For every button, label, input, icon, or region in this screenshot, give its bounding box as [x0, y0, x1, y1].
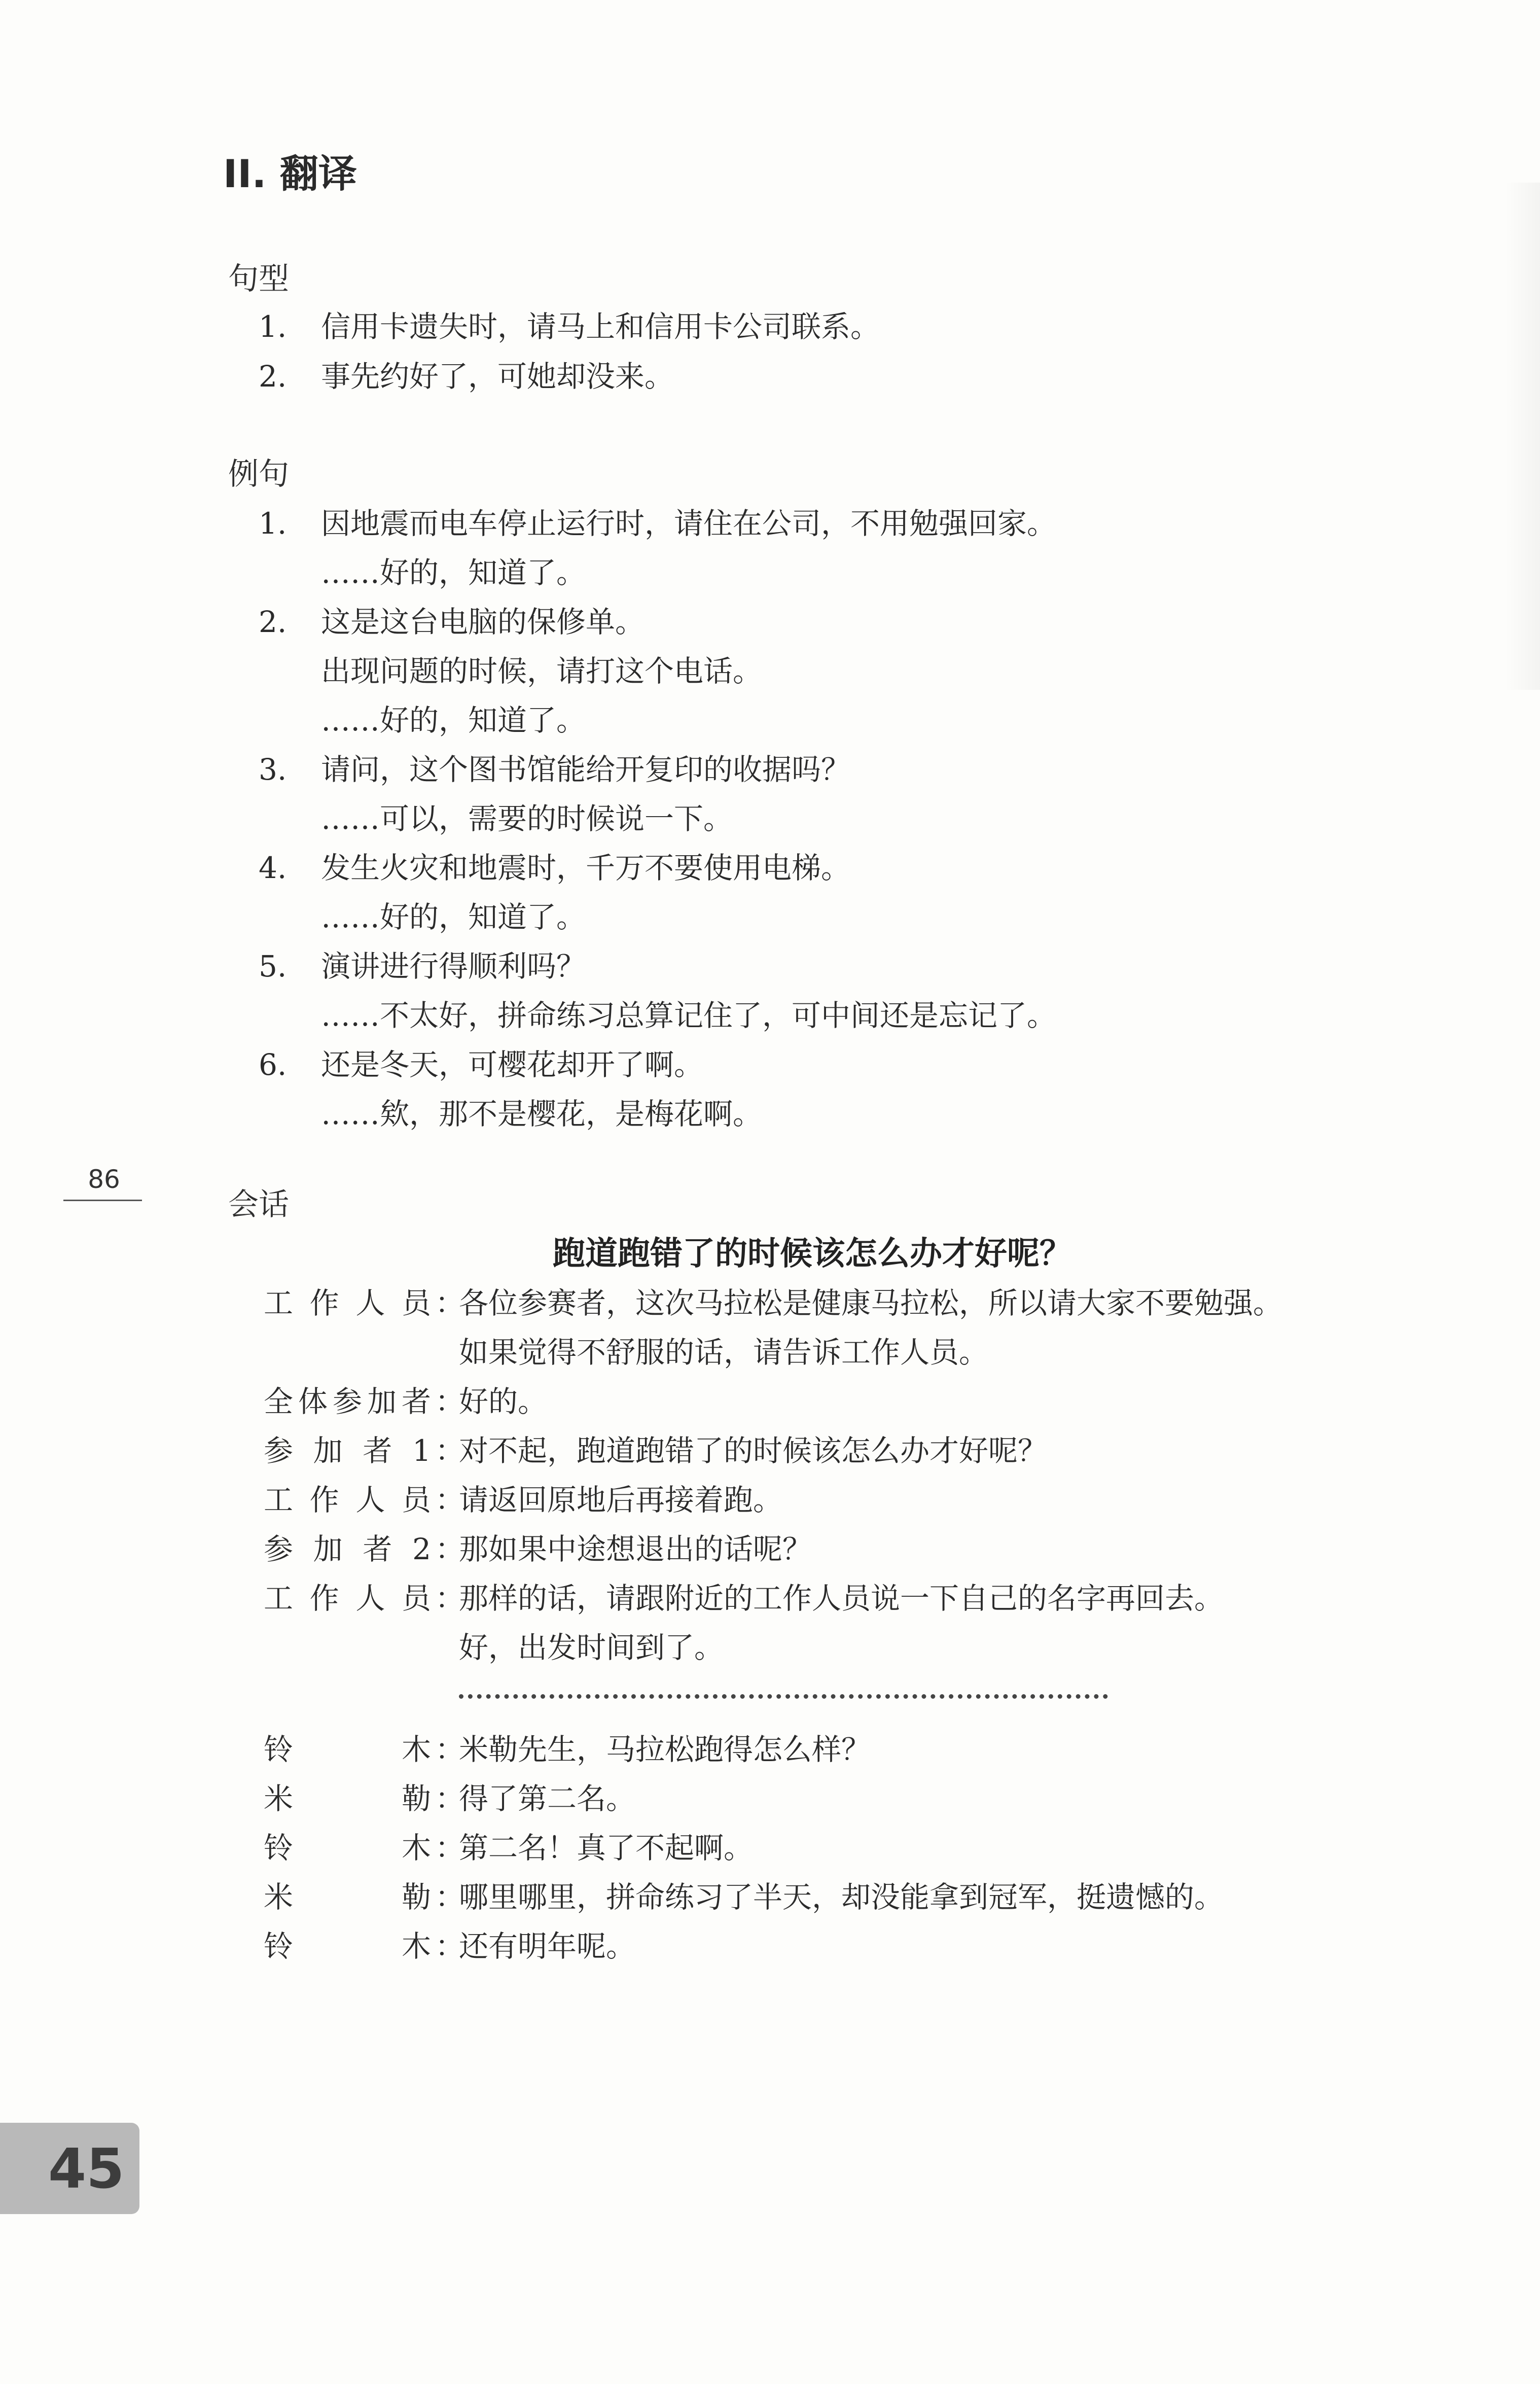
speaker-name: 铃木: [264, 1929, 431, 1964]
example-line: 因地震而电车停止运行时，请住在公司，不用勉强回家。: [321, 506, 1057, 541]
example-number: 1.: [259, 506, 287, 541]
conversation-title: 跑道跑错了的时候该怎么办才好呢？: [553, 1235, 1072, 1273]
speaker-colon: ：: [435, 1929, 465, 1964]
speaker-name: 工作人员: [264, 1483, 431, 1517]
page-edge-shadow: [1505, 183, 1540, 690]
example-number: 2.: [259, 605, 287, 639]
dialogue-line: 还有明年呢。: [459, 1929, 636, 1964]
dialogue-line: 好的。: [459, 1384, 548, 1419]
pattern-text: 事先约好了，可她却没来。: [321, 359, 674, 394]
speaker-colon: ：: [435, 1880, 465, 1914]
speaker-colon: ：: [435, 1384, 465, 1419]
speaker-name: 参加者1: [264, 1433, 431, 1468]
dialogue-line: 如果觉得不舒服的话，请告诉工作人员。: [459, 1335, 989, 1370]
lesson-number-badge: [0, 2123, 139, 2214]
speaker-colon: ：: [435, 1433, 465, 1468]
dialogue-line: 第二名！真了不起啊。: [459, 1831, 754, 1865]
example-line: ……不太好，拼命练习总算记住了，可中间还是忘记了。: [321, 998, 1057, 1033]
patterns-heading: 句型: [228, 261, 289, 297]
example-line: 演讲进行得顺利吗？: [321, 949, 586, 984]
conversation-heading: 会话: [228, 1187, 289, 1222]
example-line: ……好的，知道了。: [321, 900, 586, 934]
example-line: 出现问题的时候，请打这个电话。: [321, 654, 763, 688]
dialogue-line: 哪里哪里，拼命练习了半天，却没能拿到冠军，挺遗憾的。: [459, 1880, 1224, 1914]
speaker-colon: ：: [435, 1732, 465, 1767]
speaker-colon: ：: [435, 1831, 465, 1865]
section-title: II. 翻译: [223, 151, 357, 196]
dialogue-line: 请返回原地后再接着跑。: [459, 1483, 783, 1517]
speaker-name: 全体参加者: [264, 1384, 431, 1419]
dialogue-line: 各位参赛者，这次马拉松是健康马拉松，所以请大家不要勉强。: [459, 1286, 1283, 1320]
speaker-name: 米勒: [264, 1880, 431, 1914]
example-line: ……欸，那不是樱花，是梅花啊。: [321, 1097, 763, 1131]
example-line: ……好的，知道了。: [321, 703, 586, 738]
dialogue-line: 米勒先生，马拉松跑得怎么样？: [459, 1732, 871, 1767]
pattern-text: 信用卡遗失时，请马上和信用卡公司联系。: [321, 309, 880, 344]
dialogue-line: 那样的话，请跟附近的工作人员说一下自己的名字再回去。: [459, 1581, 1224, 1616]
speaker-colon: ：: [435, 1532, 465, 1566]
page-number-rule: [63, 1200, 142, 1201]
speaker-colon: ：: [435, 1286, 465, 1320]
example-number: 4.: [259, 851, 287, 885]
dialogue-line: 对不起，跑道跑错了的时候该怎么办才好呢？: [459, 1433, 1048, 1468]
speaker-name: 铃木: [264, 1831, 431, 1865]
example-number: 5.: [259, 949, 287, 984]
example-line: 这是这台电脑的保修单。: [321, 605, 645, 639]
example-line: 还是冬天，可樱花却开了啊。: [321, 1047, 704, 1082]
dialogue-line: 那如果中途想退出的话呢？: [459, 1532, 812, 1566]
speaker-colon: ：: [435, 1483, 465, 1517]
speaker-name: 铃木: [264, 1732, 431, 1767]
examples-heading: 例句: [228, 457, 289, 492]
speaker-name: 米勒: [264, 1781, 431, 1816]
speaker-name: 工作人员: [264, 1286, 431, 1320]
dialogue-separator: [459, 1694, 1108, 1699]
example-line: ……可以，需要的时候说一下。: [321, 801, 733, 836]
dialogue-line: 得了第二名。: [459, 1781, 636, 1816]
example-line: 发生火灾和地震时，千万不要使用电梯。: [321, 851, 851, 885]
book-page-number: 86: [88, 1165, 120, 1194]
example-line: ……好的，知道了。: [321, 555, 586, 590]
pattern-number: 1.: [259, 309, 287, 344]
speaker-name: 参加者2: [264, 1532, 431, 1566]
speaker-colon: ：: [435, 1581, 465, 1616]
example-number: 3.: [259, 752, 287, 787]
lesson-number: 45: [48, 2137, 125, 2201]
dialogue-line: 好，出发时间到了。: [459, 1630, 724, 1665]
example-line: 请问，这个图书馆能给开复印的收据吗？: [321, 752, 851, 787]
speaker-colon: ：: [435, 1781, 465, 1816]
speaker-name: 工作人员: [264, 1581, 431, 1616]
pattern-number: 2.: [259, 359, 287, 394]
example-number: 6.: [259, 1047, 287, 1082]
